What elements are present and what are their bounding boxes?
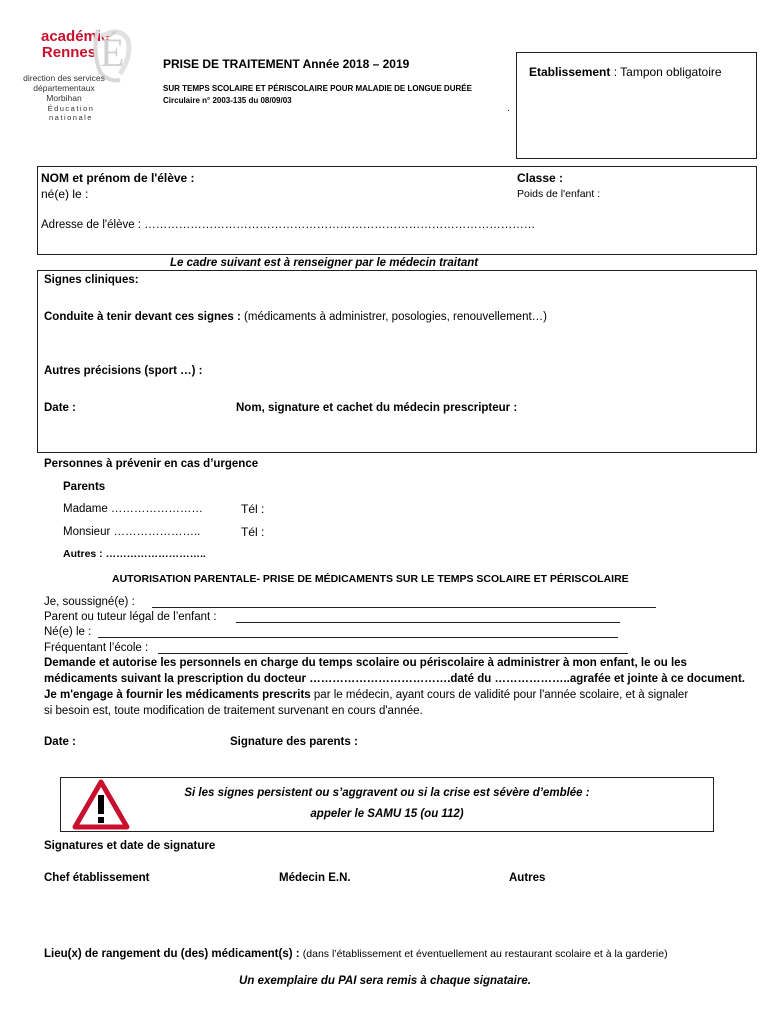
- dot-mark: .: [507, 102, 510, 114]
- exemplaire-note: Un exemplaire du PAI sera remis à chaque signataire.: [239, 975, 531, 987]
- engagement-line1: Je m'engage à fournir les médicaments prescrits par le médecin, ayant cours de validité pour l'année scolaire, et à signaler: [44, 689, 689, 701]
- signatures-title: Signatures et date de signature: [44, 840, 216, 852]
- form-subtitle: SUR TEMPS SCOLAIRE ET PÉRISCOLAIRE POUR MALADIE DE LONGUE DURÉE: [163, 84, 472, 93]
- autres-precisions-label: Autres précisions (sport …) :: [44, 365, 203, 377]
- logo-service-text: direction des services départementaux Morbihan: [23, 73, 105, 103]
- autorisation-title: AUTORISATION PARENTALE- PRISE DE MÉDICAMENTS SUR LE TEMPS SCOLAIRE ET PÉRISCOLAIRE: [112, 573, 629, 585]
- signature-parents-label: Signature des parents :: [230, 736, 358, 748]
- form-title: PRISE DE TRAITEMENT Année 2018 – 2019: [163, 57, 410, 71]
- autres-contacts-field: Autres : ………………………..: [63, 548, 206, 560]
- date-naissance-label: né(e) le :: [41, 187, 89, 201]
- ecole-label: Fréquentant l’école :: [44, 642, 149, 654]
- date-medecin-label: Date :: [44, 402, 76, 414]
- monsieur-field: Monsieur …………………..: [63, 526, 201, 538]
- demande-line1: Demande et autorise les personnels en charge du temps scolaire ou périscolaire à administrer à mon enfant, le ou les: [44, 657, 687, 669]
- svg-text:É: É: [100, 30, 125, 75]
- autres-signataire-label: Autres: [509, 872, 546, 884]
- warning-icon: [72, 779, 130, 831]
- samu-alert-box: [60, 777, 714, 832]
- ne-le-label: Né(e) le :: [44, 626, 92, 638]
- demande-line2: médicaments suivant la prescription du docteur ……………………………….daté du ………………..agrafée et jointe à ce document.: [44, 673, 745, 685]
- engagement-line2: si besoin est, toute modification de traitement survenant en cours d'année.: [44, 705, 423, 717]
- conduite-label: Conduite à tenir devant ces signes : (médicaments à administrer, posologies, renouvellement…): [44, 311, 548, 323]
- soussigne-line[interactable]: [152, 607, 656, 608]
- medecin-en-label: Médecin E.N.: [279, 872, 351, 884]
- circulaire-reference: Circulaire n° 2003-135 du 08/09/03: [163, 96, 292, 105]
- etablissement-stamp-box[interactable]: [516, 52, 757, 159]
- parent-tuteur-line[interactable]: [236, 622, 620, 623]
- tel-monsieur-label: Tél :: [241, 525, 265, 539]
- academie-logo-text: académie Rennes: [41, 28, 110, 61]
- soussigne-label: Je, soussigné(e) :: [44, 596, 135, 608]
- ne-le-line[interactable]: [98, 637, 618, 638]
- alert-line2: appeler le SAMU 15 (ou 112): [310, 808, 464, 820]
- adresse-label: Adresse de l'élève : …………………………………………………………………………………………: [41, 219, 536, 231]
- parent-tuteur-label: Parent ou tuteur légal de l’enfant :: [44, 611, 217, 623]
- medecin-box[interactable]: [37, 270, 757, 453]
- logo-education-text: Éducation nationale: [47, 104, 95, 122]
- nom-prenom-label: NOM et prénom de l'élève :: [41, 171, 195, 185]
- chef-etablissement-label: Chef établissement: [44, 872, 150, 884]
- etablissement-label: Etablissement : Tampon obligatoire: [529, 65, 722, 79]
- tel-madame-label: Tél :: [241, 502, 265, 516]
- parents-label: Parents: [63, 481, 106, 493]
- alert-line1: Si les signes persistent ou s’aggravent ou si la crise est sévère d’emblée :: [184, 787, 590, 799]
- medecin-caption: Le cadre suivant est à renseigner par le médecin traitant: [170, 257, 479, 269]
- signes-cliniques-label: Signes cliniques:: [44, 274, 139, 286]
- classe-label: Classe :: [517, 171, 564, 185]
- lieu-rangement-label: Lieu(x) de rangement du (des) médicament(s) : (dans l’établissement et éventuellement au restaurant scolaire et à la garderie): [44, 948, 668, 960]
- ecole-line[interactable]: [158, 653, 628, 654]
- urgence-title: Personnes à prévenir en cas d’urgence: [44, 458, 259, 470]
- poids-label: Poids de l'enfant :: [517, 188, 601, 200]
- signature-medecin-label: Nom, signature et cachet du médecin prescripteur :: [236, 402, 518, 414]
- date-parents-label: Date :: [44, 736, 76, 748]
- madame-field: Madame ……………………: [63, 503, 203, 515]
- eleve-info-box[interactable]: [37, 166, 757, 255]
